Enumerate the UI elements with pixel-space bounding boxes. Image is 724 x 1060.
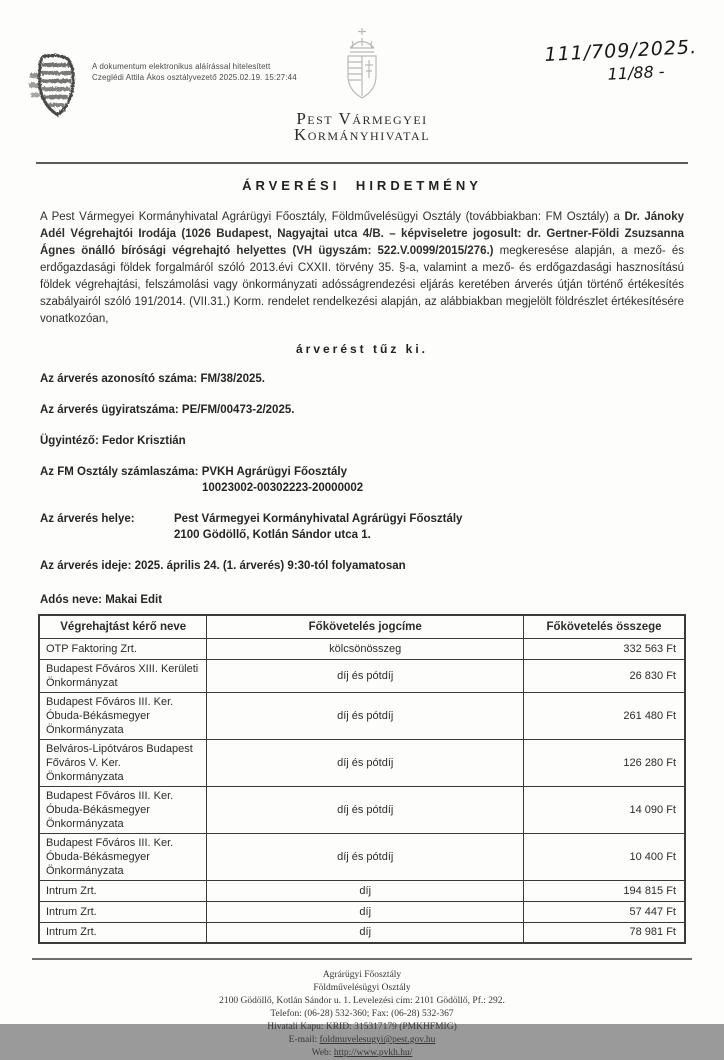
time-value: 2025. április 24. (1. árverés) 9:30-tól folyamatosan	[134, 560, 406, 572]
table-row	[39, 901, 685, 922]
agency-name-line2: Kormányhivatal	[293, 125, 431, 144]
document-body	[0, 209, 724, 608]
cell-amount: 332 563 Ft	[523, 638, 685, 659]
header-divider	[36, 162, 688, 164]
stamp-line1: A dokumentum elektronikus aláírással hitelesített	[92, 62, 271, 71]
account-number: 10023002-00302223-20000002	[202, 482, 364, 494]
claims-table-head	[39, 615, 685, 638]
table-row	[39, 922, 685, 943]
location-line	[40, 511, 684, 543]
footer-email-link[interactable]: foldmuvelesugyi@pest.gov.hu	[319, 1035, 436, 1045]
document-title: ÁRVERÉSI HIRDETMÉNY	[242, 178, 482, 193]
cell-claim-type: díj és pótdíj	[207, 659, 524, 692]
auction-id-line	[40, 371, 684, 387]
table-row	[39, 659, 685, 692]
agency-name-line1: Pest Vármegyei	[296, 109, 428, 128]
cell-amount: 126 280 Ft	[523, 739, 685, 786]
location-value	[174, 511, 462, 543]
time-line	[40, 558, 684, 574]
footer-web-link[interactable]: http://www.pvkh.hu/	[333, 1048, 413, 1058]
document-footer	[0, 969, 724, 1060]
time-label: Az árverés ideje:	[40, 560, 132, 572]
coat-of-arms-icon	[338, 26, 386, 104]
footer-address: 2100 Gödöllő, Kotlán Sándor u. 1. Levelezési cím: 2101 Gödöllő, Pf.: 292.	[219, 996, 505, 1006]
location-name: Pest Vármegyei Kormányhivatal Agrárügyi Főosztály	[174, 513, 463, 525]
footer-department: Agrárügyi Főosztály	[322, 970, 402, 980]
cell-claim-type: díj és pótdíj	[207, 833, 524, 880]
footer-phone: Telefon: (06-28) 532-360; Fax: (06-28) 532-367	[270, 1009, 454, 1019]
auction-id-label: Az árverés azonosító száma:	[40, 373, 198, 385]
cell-creditor: OTP Faktoring Zrt.	[39, 638, 207, 659]
cell-claim-type: kölcsönösszeg	[207, 638, 524, 659]
announcement-clause: árverést tűz ki.	[295, 342, 429, 356]
agency-name	[0, 111, 724, 143]
cell-creditor: Budapest Főváros III. Ker. Óbuda-Békásmegyer Önkormányzata	[39, 692, 207, 739]
cell-amount: 10 400 Ft	[523, 833, 685, 880]
cell-creditor: Intrum Zrt.	[39, 922, 207, 943]
cell-amount: 26 830 Ft	[523, 659, 685, 692]
table-row	[39, 739, 685, 786]
handwritten-reference	[544, 36, 699, 87]
administrator-line	[40, 433, 684, 449]
intro-paragraph	[40, 209, 684, 328]
table-row	[39, 638, 685, 659]
footer-krid: Hivatali Kapu: KRID: 315317179 (PMKHFMIG)	[267, 1022, 457, 1032]
document-header	[0, 0, 724, 148]
header-creditor: Végrehajtást kérő neve	[39, 615, 207, 638]
case-number-label: Az árverés ügyiratszáma:	[40, 404, 179, 416]
stamp-line2: Czeglédi Attila Ákos osztályvezető 2025.02.19. 15:27:44	[92, 73, 297, 82]
footer-divider	[32, 958, 692, 960]
table-row	[39, 786, 685, 833]
account-label: Az FM Osztály számlaszáma:	[40, 466, 199, 478]
cell-amount: 261 480 Ft	[523, 692, 685, 739]
claims-table	[38, 614, 686, 944]
handwritten-sub-number: 11/88 -	[607, 61, 666, 84]
administrator-value: Fedor Krisztián	[101, 435, 186, 447]
claims-table-wrap	[0, 614, 724, 944]
debtor-line	[40, 592, 684, 608]
header-claim-type: Főkövetelés jogcíme	[207, 615, 524, 638]
footer-web-label: Web:	[311, 1048, 334, 1058]
account-holder: PVKH Agrárügyi Főosztály	[201, 466, 347, 478]
cell-amount: 57 447 Ft	[523, 901, 685, 922]
cell-claim-type: díj és pótdíj	[207, 786, 524, 833]
footer-email-line	[0, 1034, 724, 1047]
auction-id-value: FM/38/2025.	[200, 373, 266, 385]
footer-email-label: E-mail:	[288, 1035, 320, 1045]
bailiff-office-details: Dr. Jánoky Adél Végrehajtói Irodája (1026 Budapest, Nagyajtai utca 4/B. – képviseletre jogosult: dr. Gertner-Földi Zsuzsanna Ágnes önálló bírósági végrehajtó helyettes (VH ügyszám: 522.V.0099/2015/276.)	[40, 211, 684, 257]
cell-amount: 194 815 Ft	[523, 880, 685, 901]
cell-claim-type: díj	[207, 880, 524, 901]
cell-creditor: Budapest Főváros III. Ker. Óbuda-Békásmegyer Önkormányzata	[39, 833, 207, 880]
footer-division: Földművelésügyi Osztály	[313, 983, 411, 993]
debtor-label: Adós neve:	[40, 594, 102, 606]
cell-creditor: Budapest Főváros III. Ker. Óbuda-Békásmegyer Önkormányzata	[39, 786, 207, 833]
footer-web-line	[0, 1047, 724, 1060]
case-number-line	[40, 402, 684, 418]
location-address: 2100 Gödöllő, Kotlán Sándor utca 1.	[174, 529, 371, 541]
cell-creditor: Budapest Főváros XIII. Kerületi Önkormányzat	[39, 659, 207, 692]
handwritten-case-number: 111/709/2025.	[544, 36, 698, 66]
table-row	[39, 833, 685, 880]
claims-table-body	[39, 638, 685, 943]
header-row	[39, 615, 685, 638]
location-label: Az árverés helye:	[40, 513, 135, 525]
cell-claim-type: díj	[207, 922, 524, 943]
cell-amount: 14 090 Ft	[523, 786, 685, 833]
cell-creditor: Belváros-Lipótváros Budapest Főváros V. Ker. Önkormányzata	[39, 739, 207, 786]
debtor-value: Makai Edit	[105, 594, 163, 606]
intro-text-start: A Pest Vármegyei Kormányhivatal Agrárügyi Főosztály, Földművelésügyi Osztály (továbbiakban: FM Osztály) a	[40, 211, 625, 223]
table-row	[39, 692, 685, 739]
intro-text-end: megkeresése alapján, a mező- és erdőgazdasági földek forgalmáról szóló 2013.évi CXXII. törvény 35. §-a, valamint a mező- és erdőgazdasági hasznosítású földek végrehajtási, felszámolási vagy önkormányzati adósságrendezési eljárás keretében árverés útján történő értékesítés szabályairól szóló 191/2014. (VII.31.) Korm. rendelet rendelkezési alapján, az alábbiakban megjelölt földrészlet értékesítésére vonatkozóan,	[40, 245, 684, 325]
account-line	[40, 464, 684, 496]
cell-claim-type: díj	[207, 901, 524, 922]
cell-creditor: Intrum Zrt.	[39, 901, 207, 922]
table-row	[39, 880, 685, 901]
cell-claim-type: díj és pótdíj	[207, 692, 524, 739]
cell-amount: 78 981 Ft	[523, 922, 685, 943]
case-number-value: PE/FM/00473-2/2025.	[181, 404, 295, 416]
cell-claim-type: díj és pótdíj	[207, 739, 524, 786]
cell-creditor: Intrum Zrt.	[39, 880, 207, 901]
header-amount: Főkövetelés összege	[523, 615, 685, 638]
administrator-label: Ügyintéző:	[40, 435, 99, 447]
